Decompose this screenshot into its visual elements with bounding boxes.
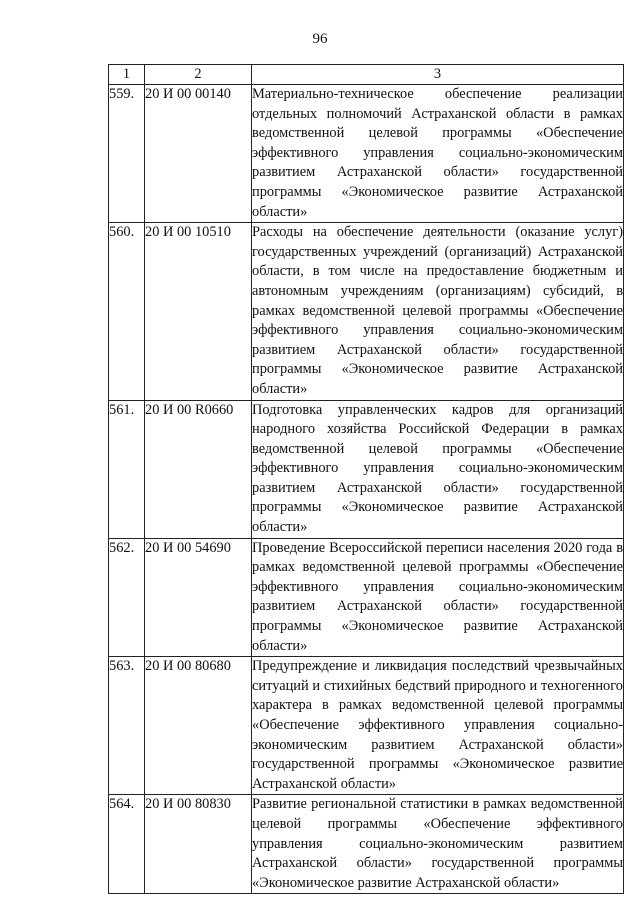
classification-table [108, 64, 624, 894]
row-number: 564. [109, 795, 145, 894]
row-code: 20 И 00 10510 [145, 223, 252, 400]
table-row [109, 657, 624, 795]
row-code: 20 И 00 00140 [145, 85, 252, 223]
table-row [109, 223, 624, 400]
column-header-2: 2 [145, 65, 252, 85]
row-number: 562. [109, 538, 145, 657]
row-number: 563. [109, 657, 145, 795]
row-number: 561. [109, 400, 145, 538]
table-row [109, 400, 624, 538]
page-number: 96 [312, 31, 328, 47]
table-row [109, 85, 624, 223]
row-description: Развитие региональной статистики в рамках ведомственной целевой программы «Обеспечение эффективного управления социально-экономическим развитием Астраханской области» государственной программы «Экономическое развитие Астраханской области» [252, 795, 624, 894]
row-number: 559. [109, 85, 145, 223]
row-description: Материально-техническое обеспечение реализации отдельных полномочий Астраханской области в рамках ведомственной целевой программы «Обеспечение эффективного управления социально-экономическим развитием Астраханской области» государственной программы «Экономическое развитие Астраханской области» [252, 85, 624, 223]
column-header-3: 3 [252, 65, 624, 85]
row-description: Предупреждение и ликвидация последствий чрезвычайных ситуаций и стихийных бедствий природного и техногенного характера в рамках ведомственной целевой программы «Обеспечение эффективного управления социально-экономическим развитием Астраханской области» государственной программы «Экономическое развитие Астраханской области» [252, 657, 624, 795]
row-description: Подготовка управленческих кадров для организаций народного хозяйства Российской Федерации в рамках ведомственной целевой программы «Обеспечение эффективного управления социально-экономическим развитием Астраханской области» государственной программы «Экономическое развитие Астраханской области» [252, 400, 624, 538]
table-row [109, 538, 624, 657]
column-header-1: 1 [109, 65, 145, 85]
row-code: 20 И 00 80680 [145, 657, 252, 795]
row-code: 20 И 00 80830 [145, 795, 252, 894]
row-description: Расходы на обеспечение деятельности (оказание услуг) государственных учреждений (организаций) Астраханской области, в том числе на предоставление бюджетным и автономным учреждениям (организациям) субсидий, в рамках ведомственной целевой программы «Обеспечение эффективного управления социально-экономическим развитием Астраханской области» государственной программы «Экономическое развитие Астраханской области» [252, 223, 624, 400]
table-row [109, 795, 624, 894]
row-code: 20 И 00 54690 [145, 538, 252, 657]
row-number: 560. [109, 223, 145, 400]
row-description: Проведение Всероссийской переписи населения 2020 года в рамках ведомственной целевой программы «Обеспечение эффективного управления социально-экономическим развитием Астраханской области» государственной программы «Экономическое развитие Астраханской области» [252, 538, 624, 657]
table-header-row [109, 65, 624, 85]
row-code: 20 И 00 R0660 [145, 400, 252, 538]
